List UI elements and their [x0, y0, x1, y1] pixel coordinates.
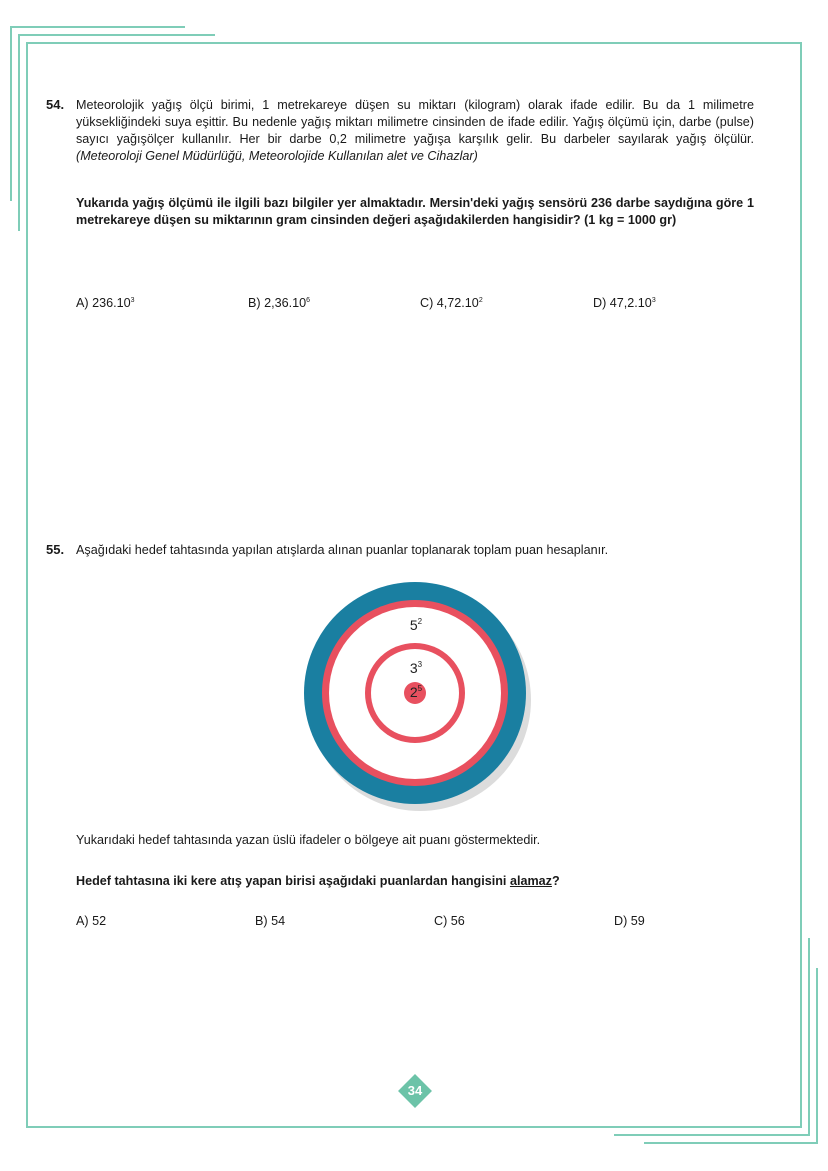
target-note: Yukarıdaki hedef tahtasında yazan üslü ifadeler o bölgeye ait puanı göstermektedir.	[76, 833, 541, 847]
question-number: 55.	[46, 542, 65, 557]
option-b[interactable]: B) 54	[255, 914, 286, 928]
frame-line	[10, 26, 185, 28]
question-paragraph	[76, 97, 754, 165]
frame-line	[26, 42, 802, 44]
question-intro: Aşağıdaki hedef tahtasında yapılan atışlarda alınan puanlar toplanarak toplam puan hesaplanır.	[76, 543, 609, 557]
frame-line	[18, 34, 215, 36]
frame-line	[26, 1126, 802, 1128]
paragraph-text: Meteorolojik yağış ölçü birimi, 1 metrekareye düşen su miktarı (kilogram) olarak ifade edilir. Bu da 1 milimetre yüksekliğindeki suya eşittir. Bu nedenle yağış miktarı milimetre cinsinden de ifade edilir. Yağış ölçümü için, darbe (pulse) sayıcı yağışölçer kullanılır. Her bir darbe 0,2 milimetre yağışa karşılık gelir. Bu darbeler sayılarak yağış ölçülür.	[76, 98, 754, 146]
question-number: 54.	[46, 97, 65, 112]
target-label-middle: $3^3$	[409, 660, 423, 676]
option-a[interactable]: A) 236.10$^3$	[76, 296, 135, 310]
frame-line	[808, 938, 810, 1134]
question-prompt: Yukarıda yağış ölçümü ile ilgili bazı bilgiler yer almaktadır. Mersin'deki yağış sensörü 236 darbe saydığına göre 1 metrekareye düşen su miktarının gram cinsinden değeri aşağıdakilerden hangisidir? (1 kg = 1000 gr)	[76, 196, 754, 227]
frame-line	[644, 1142, 818, 1144]
frame-line	[800, 42, 802, 1128]
frame-line	[18, 34, 20, 231]
option-c[interactable]: C) 4,72.10$^2$	[420, 296, 483, 310]
page-number: 34	[407, 1083, 423, 1098]
option-a[interactable]: A) 52	[76, 914, 107, 928]
frame-line	[816, 968, 818, 1142]
frame-line	[614, 1134, 810, 1136]
question-prompt: Hedef tahtasına iki kere atış yapan birisi aşağıdaki puanlardan hangisini alamaz?	[76, 874, 560, 888]
frame-line	[10, 26, 12, 201]
page-number-badge	[398, 1074, 432, 1108]
option-d[interactable]: D) 47,2.10$^3$	[593, 296, 656, 310]
target-label-outer: $5^2$	[409, 617, 423, 633]
frame-line	[26, 42, 28, 1128]
target-label-center: $2^5$	[409, 684, 423, 700]
option-b[interactable]: B) 2,36.10$^6$	[248, 296, 311, 310]
option-d[interactable]: D) 59	[614, 914, 645, 928]
option-c[interactable]: C) 56	[434, 914, 465, 928]
source-citation: (Meteoroloji Genel Müdürlüğü, Meteorolojide Kullanılan alet ve Cihazlar)	[76, 149, 478, 163]
